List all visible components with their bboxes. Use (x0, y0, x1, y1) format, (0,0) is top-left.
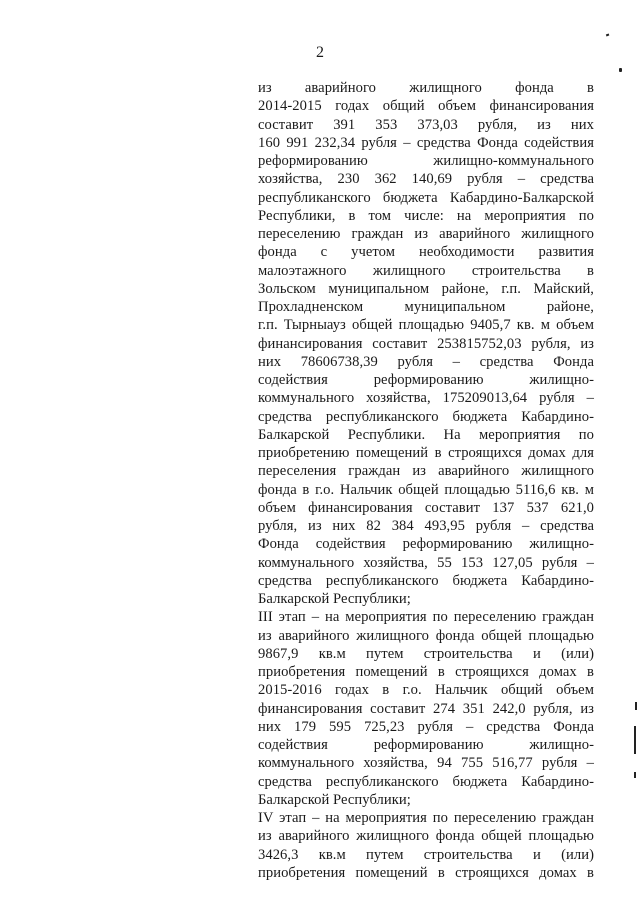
text-line: 160 991 232,34 рубля – средства Фонда содействия (258, 134, 594, 151)
text-line: коммунального хозяйства, 55 153 127,05 рубля – (258, 554, 594, 571)
text-line: составит 391 353 373,03 рубля, из них (258, 116, 594, 133)
text-line: республиканского бюджета Кабардино-Балкарской (258, 189, 594, 206)
text-line: Балкарской Республики. На мероприятия по (258, 426, 594, 443)
text-line: Балкарской Республики; (258, 791, 411, 808)
text-line: из аварийного жилищного фонда в (258, 80, 594, 96)
text-line: Фонда содействия реформированию жилищно- (258, 536, 594, 553)
text-line: г.п. Тырныауз общей площадью 9405,7 кв. м объем (258, 317, 594, 334)
scan-artifact (634, 772, 636, 778)
text-line: средства республиканского бюджета Кабардино- (258, 572, 594, 589)
text-line: средства республиканского бюджета Кабардино- (258, 773, 594, 790)
text-line: Зольском муниципальном районе, г.п. Майский, (258, 280, 594, 297)
text-line: финансирования составит 253815752,03 рубля, из (258, 335, 594, 352)
text-line: переселения граждан из аварийного жилищного (258, 463, 594, 480)
scan-artifact (619, 68, 622, 72)
text-line: Балкарской Республики; (258, 591, 411, 607)
page-number: 2 (316, 44, 324, 61)
text-line: содействия реформированию жилищно- (258, 737, 594, 753)
text-line: фонда в г.о. Нальчик общей площадью 5116,6 кв. м (258, 481, 594, 498)
text-line: содействия реформированию жилищно- (258, 372, 594, 388)
text-line: коммунального хозяйства, 175209013,64 рубля – (258, 390, 594, 407)
text-line: Республики, в том числе: на мероприятия по (258, 207, 594, 224)
text-line: 3426,3 кв.м путем строительства и (или) (258, 846, 594, 863)
text-line: финансирования составит 274 351 242,0 рубля, из (258, 700, 594, 717)
scan-artifact (606, 34, 609, 36)
text-line: малоэтажного жилищного строительства в (258, 262, 594, 279)
text-line: из аварийного жилищного фонда общей площадью (258, 828, 594, 845)
text-line: из аварийного жилищного фонда общей площадью (258, 627, 594, 644)
text-line: рубля, из них 82 384 493,95 рубля – средства (258, 518, 594, 534)
text-line: приобретению помещений в строящихся домах для (258, 445, 594, 461)
text-line: Прохладненском муниципальном районе, (258, 299, 594, 315)
text-line: коммунального хозяйства, 94 755 516,77 рубля – (258, 755, 594, 772)
text-line: приобретения помещений в строящихся домах в (258, 864, 594, 881)
scan-artifact (635, 702, 637, 710)
text-line: приобретения помещений в строящихся домах в (258, 664, 594, 680)
scan-artifact (634, 726, 636, 754)
text-line: 2014-2015 годах общий объем финансирования (258, 98, 594, 115)
text-line: III этап – на мероприятия по переселению граждан (258, 609, 594, 626)
text-line: фонда с учетом необходимости развития (258, 244, 594, 261)
text-line: объем финансирования составит 137 537 621,0 (258, 499, 594, 516)
text-line: 9867,9 кв.м путем строительства и (или) (258, 645, 594, 662)
text-line: 2015-2016 годах в г.о. Нальчик общий объем (258, 682, 594, 699)
text-line: хозяйства, 230 362 140,69 рубля – средства (258, 171, 594, 188)
text-line: переселению граждан из аварийного жилищного (258, 226, 594, 242)
text-line: реформированию жилищно-коммунального (258, 153, 594, 169)
text-line: них 78606738,39 рубля – средства Фонда (258, 353, 594, 370)
text-line: них 179 595 725,23 рубля – средства Фонда (258, 718, 594, 735)
text-line: средства республиканского бюджета Кабардино- (258, 408, 594, 425)
text-line: IV этап – на мероприятия по переселению граждан (258, 810, 594, 826)
body-text (258, 79, 594, 882)
